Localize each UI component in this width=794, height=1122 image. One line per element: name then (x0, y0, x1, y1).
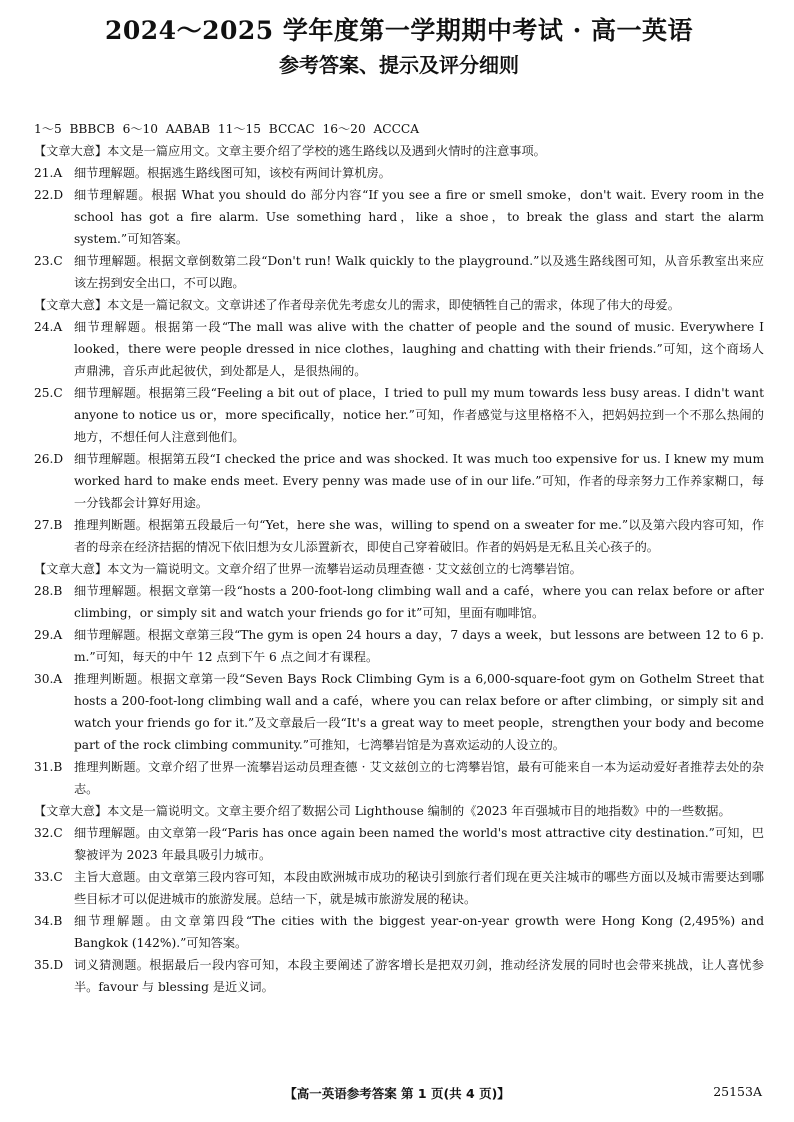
answer-content (34, 118, 764, 998)
answer-item (34, 382, 764, 448)
answer-explanation: 细节理解题。根据文章第一段“hosts a 200-foot-long climbing wall and a café，where you can relax before or after climbing，or simply sit and watch your friends go for it”可知，里面有咖啡馆。 (74, 584, 764, 620)
answer-item (34, 954, 764, 998)
page-title: 2024～2025 学年度第一学期期中考试 · 高一英语 (105, 16, 693, 45)
answer-explanation: 细节理解题。由文章第一段“Paris has once again been named the world's most attractive city destination.”可知，巴黎被评为 2023 年最具吸引力城市。 (74, 826, 764, 862)
answer-explanation: 细节理解题。根据 What you should do 部分内容“If you see a fire or smell smoke，don't wait. Every room in the school has got a fire alarm. Use something hard，like a shoe，to break the glass and start the alarm system.”可知答案。 (74, 188, 764, 246)
multiple-choice-answers: 1～5 BBBCB 6～10 AABAB 11～15 BCCAC 16～20 ACCCA (34, 122, 420, 136)
article-summary: 【文章大意】本文为一篇说明文。文章介绍了世界一流攀岩运动员理查德 · 艾文兹创立的七湾攀岩馆。 (34, 562, 582, 576)
answer-number: 32.C (34, 826, 63, 840)
answer-item (34, 866, 764, 910)
answer-number: 30.A (34, 672, 63, 686)
answer-number: 28.B (34, 584, 63, 598)
answer-number: 29.A (34, 628, 63, 642)
answer-explanation: 细节理解题。根据文章倒数第二段“Don't run! Walk quickly to the playground.”以及逃生路线图可知，从音乐教室出来应该左拐到安全出口，不可以跑。 (74, 254, 764, 290)
page-subtitle: 参考答案、提示及评分细则 (279, 53, 519, 77)
answer-number: 33.C (34, 870, 63, 884)
page-footer (0, 1084, 794, 1102)
answer-item (34, 624, 764, 668)
article-summary: 【文章大意】本文是一篇应用文。文章主要介绍了学校的逃生路线以及遇到火情时的注意事项。 (34, 144, 546, 158)
answer-explanation: 细节理解题。由文章第四段“The cities with the biggest year-on-year growth were Hong Kong (2,495%) and Bangkok (142%).”可知答案。 (74, 914, 764, 950)
article-summary: 【文章大意】本文是一篇说明文。文章主要介绍了数据公司 Lighthouse 编制的《2023 年百强城市目的地指数》中的一些数据。 (34, 804, 731, 818)
answer-explanation: 推理判断题。根据文章第一段“Seven Bays Rock Climbing Gym is a 6,000-square-foot gym on Gothelm Street that hosts a 200-foot-long climbing wall and a café，where you can relax before or after climbing，or simply sit and watch your friends go for it.”及文章最后一段“It's a great way to meet people，strengthen your body and become part of the rock climbing community.”可推知，七湾攀岩馆是为喜欢运动的人设立的。 (74, 672, 764, 752)
answer-item (34, 910, 764, 954)
answer-number: 24.A (34, 320, 63, 334)
footer-label: 【高一英语参考答案 第 1 页(共 4 页)】 (284, 1086, 510, 1101)
answer-item (34, 514, 764, 558)
answer-explanation: 细节理解题。根据第三段“Feeling a bit out of place，I tried to pull my mum towards less busy areas. I didn't want anyone to notice us or，more specifically，notice her.”可知，作者感觉与这里格格不入，把妈妈拉到一个不那么热闹的地方，不想任何人注意到他们。 (74, 386, 764, 444)
answer-number: 25.C (34, 386, 63, 400)
answer-item (34, 316, 764, 382)
answer-explanation: 主旨大意题。由文章第三段内容可知，本段由欧洲城市成功的秘诀引到旅行者们现在更关注城市的哪些方面以及城市需要达到哪些目标才可以促进城市的旅游发展。总结一下，就是城市旅游发展的秘诀。 (74, 870, 764, 906)
answer-number: 21.A (34, 166, 63, 180)
answer-item (34, 822, 764, 866)
answer-item (34, 184, 764, 250)
answer-number: 35.D (34, 958, 64, 972)
answer-item (34, 668, 764, 756)
answer-number: 23.C (34, 254, 63, 268)
answer-item (34, 250, 764, 294)
answer-number: 22.D (34, 188, 64, 202)
article-summary: 【文章大意】本文是一篇记叙文。文章讲述了作者母亲优先考虑女儿的需求，即使牺牲自己的需求，体现了伟大的母爱。 (34, 298, 680, 312)
answer-explanation: 词义猜测题。根据最后一段内容可知，本段主要阐述了游客增长是把双刃剑，推动经济发展的同时也会带来挑战，让人喜忧参半。favour 与 blessing 是近义词。 (74, 958, 764, 994)
answer-item (34, 448, 764, 514)
answer-item (34, 162, 764, 184)
answer-explanation: 细节理解题。根据第一段“The mall was alive with the chatter of people and the sound of music. Everywhere I looked，there were people dressed in nice clothes，laughing and chatting with their friends.”可知，这个商场人声鼎沸，音乐声此起彼伏，到处都是人，是很热闹的。 (74, 320, 764, 378)
answer-number: 26.D (34, 452, 64, 466)
answer-explanation: 细节理解题。根据逃生路线图可知，该校有两间计算机房。 (74, 166, 391, 180)
answer-explanation: 推理判断题。文章介绍了世界一流攀岩运动员理查德 · 艾文兹创立的七湾攀岩馆，最有可能来自一本为运动爱好者推荐去处的杂志。 (74, 760, 764, 796)
answer-number: 31.B (34, 760, 63, 774)
answer-explanation: 细节理解题。根据文章第三段“The gym is open 24 hours a day，7 days a week，but lessons are between 12 to 6 p. m.”可知，每天的中午 12 点到下午 6 点之间才有课程。 (74, 628, 764, 664)
answer-explanation: 推理判断题。根据第五段最后一句“Yet，here she was，willing to spend on a sweater for me.”以及第六段内容可知，作者的母亲在经济拮据的情况下依旧想为女儿添置新衣，即使自己穿着破旧。作者的妈妈是无私且关心孩子的。 (74, 518, 764, 554)
answer-explanation: 细节理解题。根据第五段“I checked the price and was shocked. It was much too expensive for us. I knew my mum worked hard to make ends meet. Every penny was made use of in our life.”可知，作者的母亲努力工作养家糊口，每一分钱都会计算好用途。 (74, 452, 764, 510)
answer-item (34, 756, 764, 800)
footer-code: 25153A (713, 1084, 762, 1099)
answer-number: 34.B (34, 914, 63, 928)
answer-item (34, 580, 764, 624)
answer-number: 27.B (34, 518, 63, 532)
